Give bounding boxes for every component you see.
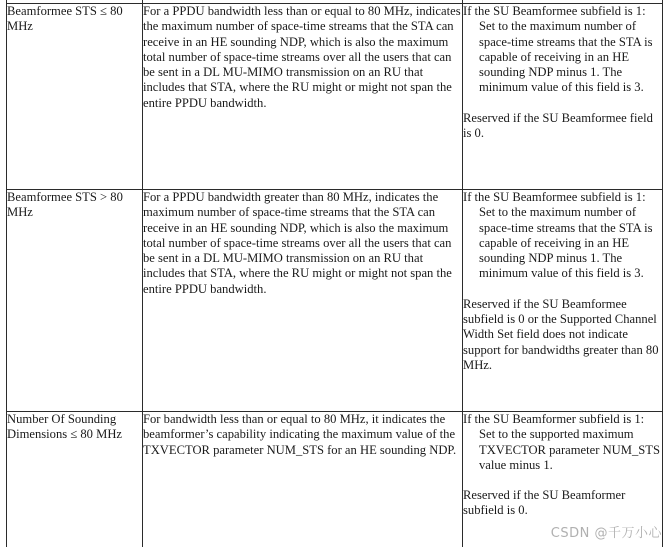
- field-name-cell: [7, 412, 143, 547]
- table-row: [7, 412, 663, 547]
- definition-cell: [143, 412, 463, 547]
- field-name: Beamformee STS > 80 MHz: [7, 190, 123, 220]
- table-row: [7, 4, 663, 190]
- encoding-condition: If the SU Beamformee subfield is 1:: [463, 4, 646, 18]
- table-row: [7, 190, 663, 412]
- definition-text: For a PPDU bandwidth greater than 80 MHz, indicates the maximum number of space-time streams that the STA can receive in an HE sounding NDP, which is also the maximum total number of space-time streams over all the users that can be sent in a DL MU-MIMO transmission on an RU that includes that STA, where the RU might or might not span the entire PPDU bandwidth.: [143, 190, 452, 296]
- encoding-reserved: Reserved if the SU Beamformer subfield is 0.: [463, 488, 626, 518]
- encoding-reserved: Reserved if the SU Beamformee subfield is 0 or the Supported Channel Width Set field does not indicate support for bandwidths greater than 80 MHz.: [463, 296, 659, 372]
- definition-text: For bandwidth less than or equal to 80 MHz, it indicates the beamformer’s capability indicating the maximum value of the TXVECTOR parameter NUM_STS for an HE sounding NDP.: [143, 412, 457, 457]
- spacer: [463, 96, 662, 111]
- encoding-reserved: Reserved if the SU Beamformee field is 0.: [463, 110, 653, 141]
- encoding-cell: [463, 190, 663, 412]
- definition-cell: [143, 190, 463, 412]
- encoding-condition: If the SU Beamformer subfield is 1:: [463, 412, 645, 426]
- encoding-condition: If the SU Beamformee subfield is 1:: [463, 190, 646, 204]
- field-name-cell: [7, 4, 143, 190]
- definition-cell: [143, 4, 463, 190]
- encoding-detail: Set to the supported maximum TXVECTOR parameter NUM_STS value minus 1.: [479, 427, 660, 472]
- encoding-cell: [463, 412, 663, 547]
- encoding-detail: Set to the maximum number of space-time streams that the STA is capable of receiving in an HE sounding NDP minus 1. The minimum value of this field is 3.: [479, 19, 653, 95]
- watermark: CSDN @千万小心: [550, 526, 662, 541]
- definition-text: For a PPDU bandwidth less than or equal to 80 MHz, indicates the maximum number of space-time streams that the STA can receive in an HE sounding NDP, which is also the maximum total number of space-time streams over all the users that can be sent in a DL MU-MIMO transmission on an RU that includes that STA, where the RU might or might not span the entire PPDU bandwidth.: [143, 4, 461, 110]
- field-name: Beamformee STS ≤ 80 MHz: [7, 4, 123, 34]
- encoding-cell: [463, 4, 663, 190]
- field-name: Number Of Sounding Dimensions ≤ 80 MHz: [7, 412, 123, 442]
- capabilities-table: [6, 0, 663, 547]
- spacer: [463, 282, 662, 297]
- field-name-cell: [7, 190, 143, 412]
- encoding-detail: Set to the maximum number of space-time streams that the STA is capable of receiving in an HE sounding NDP minus 1. The minimum value of this field is 3.: [479, 205, 653, 281]
- spacer: [463, 473, 662, 488]
